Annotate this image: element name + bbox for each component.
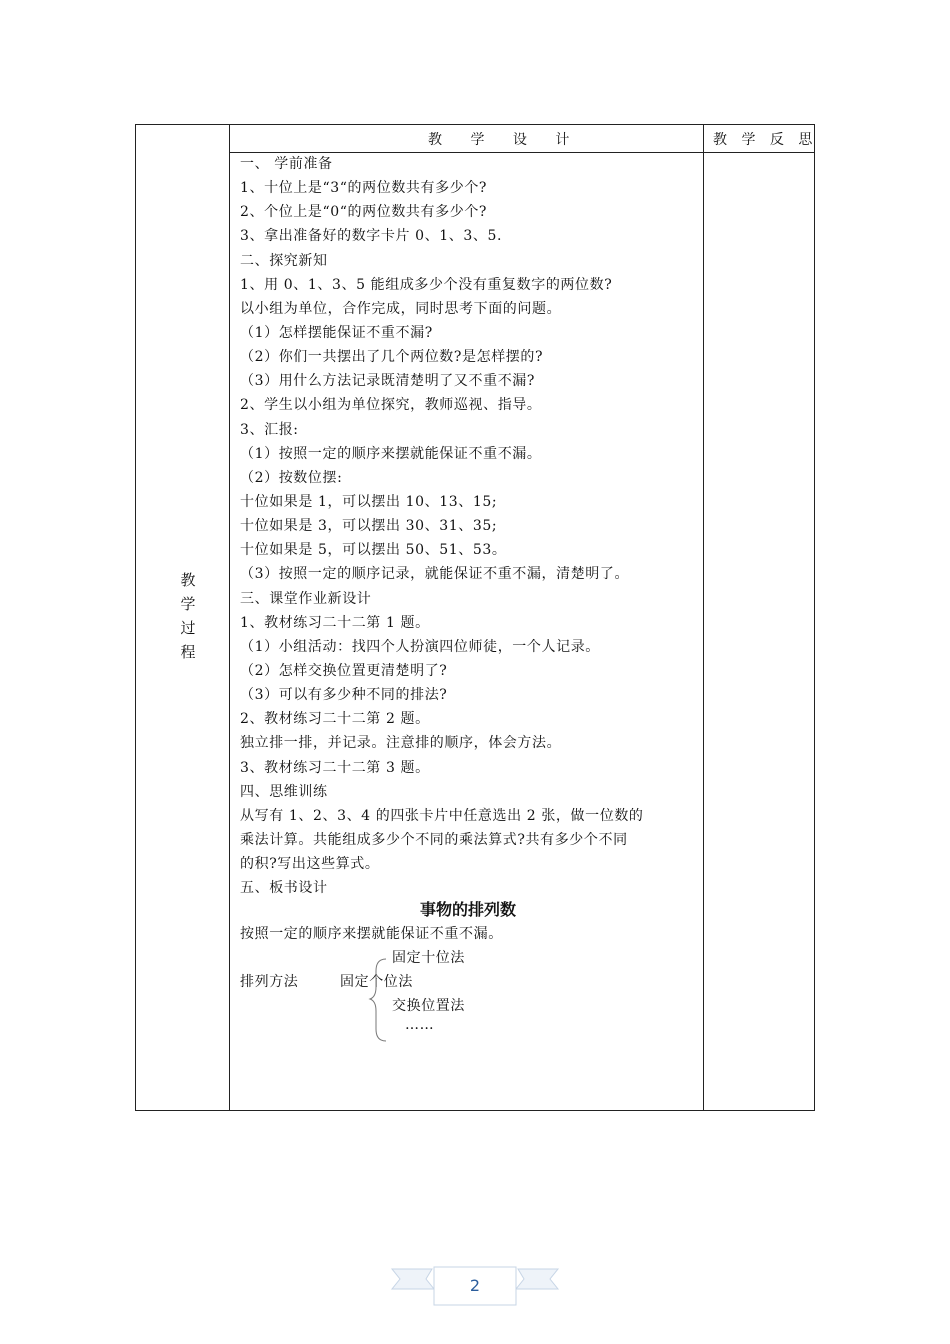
content-line: （3）用什么方法记录既清楚明了又不重不漏? xyxy=(240,373,536,390)
content-line: 五、板书设计 xyxy=(240,880,328,897)
content-line: 2、个位上是“0“的两位数共有多少个? xyxy=(240,204,488,221)
content-line: 3、拿出准备好的数字卡片 0、1、3、5. xyxy=(240,228,503,245)
board-method-4: …… xyxy=(405,1017,435,1033)
process-label xyxy=(178,568,198,664)
content-line: 乘法计算。共能组成多少个不同的乘法算式?共有多少个不同 xyxy=(240,831,628,848)
content-line: （2）怎样交换位置更清楚明了? xyxy=(240,662,448,679)
content-line: （2）你们一共摆出了几个两位数?是怎样摆的? xyxy=(240,349,544,366)
content-line: 四、思维训练 xyxy=(240,783,328,800)
content-line: （3）可以有多少种不同的排法? xyxy=(240,687,448,704)
content-line: 1、用 0、1、3、5 能组成多少个没有重复数字的两位数? xyxy=(240,276,613,293)
process-label-char: 学 xyxy=(180,595,196,613)
header-design: 教 学 设 计 xyxy=(428,132,582,148)
content-line: 1、十位上是“3“的两位数共有多少个? xyxy=(240,180,488,197)
content-line: （3）按照一定的顺序记录，就能保证不重不漏，清楚明了。 xyxy=(240,566,630,583)
table-col-divider-1 xyxy=(229,124,230,1111)
table-border-top xyxy=(135,124,815,125)
content-line: 十位如果是 5，可以摆出 50、51、53。 xyxy=(240,542,507,559)
process-label-char: 过 xyxy=(180,619,196,637)
content-line: 从写有 1、2、3、4 的四张卡片中任意选出 2 张，做一位数的 xyxy=(240,807,644,824)
process-label-char: 程 xyxy=(180,643,196,661)
lesson-content xyxy=(240,152,700,900)
board-principle: 按照一定的顺序来摆就能保证不重不漏。 xyxy=(240,926,503,942)
content-line: （1）小组活动：找四个人扮演四位师徒，一个人记录。 xyxy=(240,638,600,655)
content-line: （1）按照一定的顺序来摆就能保证不重不漏。 xyxy=(240,445,542,462)
content-line: 二、探究新知 xyxy=(240,252,328,269)
board-title: 事物的排列数 xyxy=(419,900,516,919)
table-border-right xyxy=(814,124,815,1111)
content-line: 的积?写出这些算式。 xyxy=(240,856,380,873)
board-method-1: 固定十位法 xyxy=(392,950,465,966)
header-reflection: 教 学 反 思 xyxy=(713,132,818,148)
board-method-2: 固定个位法 xyxy=(340,974,413,990)
brace-icon xyxy=(368,957,390,1043)
content-line: 2、学生以小组为单位探究，教师巡视、指导。 xyxy=(240,397,542,414)
content-line: 2、教材练习二十二第 2 题。 xyxy=(240,711,430,728)
content-line: 1、教材练习二十二第 1 题。 xyxy=(240,614,430,631)
board-method-label: 排列方法 xyxy=(240,974,299,990)
content-line: 三、课堂作业新设计 xyxy=(240,590,372,607)
page-number: 2 xyxy=(469,1276,481,1295)
content-line: （2）按数位摆: xyxy=(240,469,343,486)
table-border-bottom xyxy=(135,1110,815,1111)
content-line: 一、 学前准备 xyxy=(240,156,333,172)
process-label-char: 教 xyxy=(180,571,196,589)
content-line: 独立排一排，并记录。注意排的顺序，体会方法。 xyxy=(240,735,562,752)
content-line: （1）怎样摆能保证不重不漏? xyxy=(240,324,433,341)
content-line: 十位如果是 1，可以摆出 10、13、15; xyxy=(240,493,498,510)
board-method-3: 交换位置法 xyxy=(392,998,465,1014)
content-line: 3、汇报: xyxy=(240,421,299,438)
table-col-divider-2 xyxy=(703,124,704,1111)
content-line: 3、教材练习二十二第 3 题。 xyxy=(240,759,430,776)
table-border-left xyxy=(135,124,136,1111)
content-line: 以小组为单位，合作完成，同时思考下面的问题。 xyxy=(240,300,562,317)
content-line: 十位如果是 3，可以摆出 30、31、35; xyxy=(240,518,498,535)
